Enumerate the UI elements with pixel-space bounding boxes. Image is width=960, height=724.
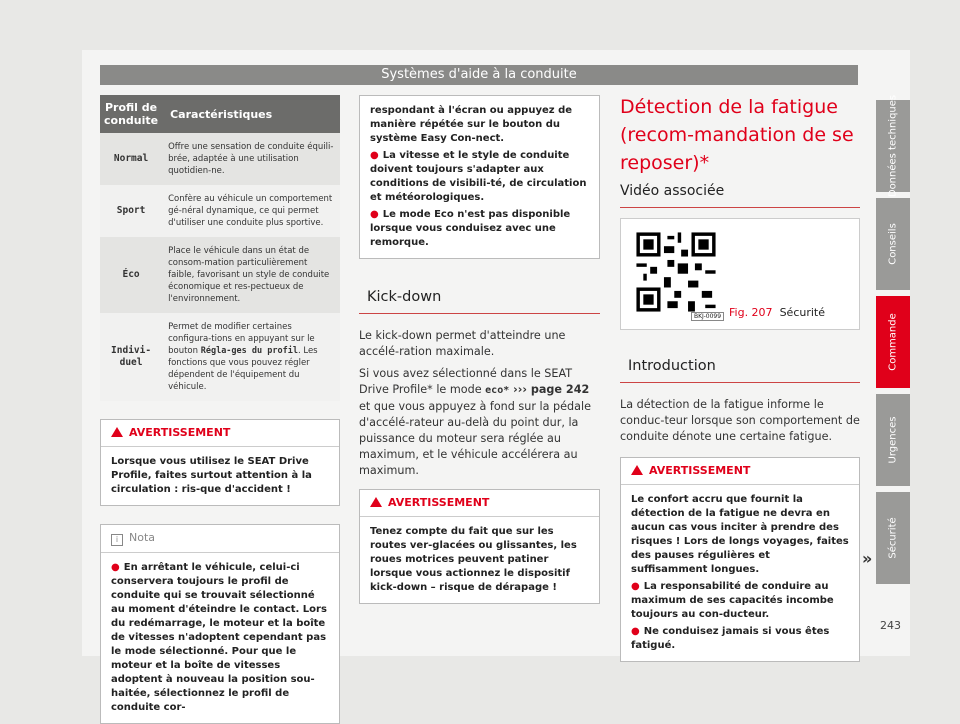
section-title-kickdown: Kick-down <box>359 289 600 314</box>
bullet-icon: ● <box>370 209 379 220</box>
warning-continued-text: respondant à l'écran ou appuyez de manière répétée sur le bouton du système Easy Con-nect. <box>370 105 573 144</box>
warning-box-continued <box>359 95 600 259</box>
note-header <box>101 525 339 553</box>
warning-label: AVERTISSEMENT <box>129 426 231 439</box>
figure-207 <box>620 218 860 330</box>
table-header-characteristics: Caractéristiques <box>162 95 340 133</box>
video-section-title: Vidéo associée <box>620 183 860 208</box>
table-row <box>100 133 340 185</box>
continue-arrow-icon: » <box>862 549 873 568</box>
warning-box-profile <box>100 419 340 506</box>
warning-icon <box>631 465 643 475</box>
section-title-introduction: Introduction <box>620 358 860 383</box>
tab-donnees-techniques[interactable]: Données techniques <box>876 100 910 192</box>
table-row <box>100 185 340 237</box>
warning-text: Le confort accru que fournit la détection de la fatigue ne devra en aucun cas vous inciter à prendre des risques ! Lors de longs voyages, faites des pauses régulières et suffisamment longues. <box>631 494 849 575</box>
warning-box-kickdown <box>359 489 600 604</box>
warning-text: Tenez compte du fait que sur les routes ver-glacées ou glissantes, les roues motrices peuvent patiner lorsque vous actionnez le dispositif kick-down – risque de dérapage ! <box>370 526 577 593</box>
profile-name: Sport <box>100 185 162 237</box>
warning-bullet: ● La responsabilité de conduire au maximum de ses capacités incombe toujours au con-ducteur. <box>631 581 834 620</box>
page-header: Systèmes d'aide à la conduite <box>100 65 858 85</box>
right-column <box>620 93 860 662</box>
table-row <box>100 313 340 401</box>
bullet-icon: ● <box>370 150 379 161</box>
warning-header: AVERTISSEMENT <box>621 458 859 485</box>
info-icon: i <box>111 534 123 546</box>
tab-urgences[interactable]: Urgences <box>876 394 910 486</box>
profile-desc-pre: Permet de modifier certaines configura-tions en appuyant sur le bouton <box>168 322 315 356</box>
table-header-profile: Profil de conduite <box>100 95 162 133</box>
profile-desc <box>162 313 340 401</box>
qr-code-label: BKJ-0099 <box>691 312 724 321</box>
driving-profile-table <box>100 95 340 401</box>
tab-commande[interactable]: Commande <box>876 296 910 388</box>
warning-icon <box>111 427 123 437</box>
warning-bullet: ● La vitesse et le style de conduite doivent toujours s'adapter aux conditions de visibili-té, de circulation et météorologiques. <box>370 150 587 203</box>
kickdown-paragraph-1: Le kick-down permet d'atteindre une accélé-ration maximale. <box>359 329 566 358</box>
profile-name: Normal <box>100 133 162 185</box>
middle-column <box>359 95 600 604</box>
profile-desc-post: . Les fonctions que vous pouvez régler dépendent de l'équipement du véhicule. <box>168 346 318 392</box>
bullet-icon: ● <box>111 562 120 573</box>
warning-header: AVERTISSEMENT <box>360 490 599 517</box>
warning-text: Lorsque vous utilisez le SEAT Drive Profile, faites surtout attention à la circulation : ris-que d'accident ! <box>111 456 312 495</box>
bullet-icon: ● <box>631 626 640 637</box>
profile-name: Indivi-duel <box>100 313 162 401</box>
warning-icon <box>370 497 382 507</box>
warning-bullet: ● Le mode Eco n'est pas disponible lorsque vous conduisez avec une remorque. <box>370 209 571 248</box>
profile-desc: Confère au véhicule un comportement gé-néral dynamique, ce qui permet d'utiliser une conduite plus sportive. <box>162 185 340 237</box>
warning-header <box>101 420 339 447</box>
bullet-icon: ● <box>631 581 640 592</box>
warning-box-fatigue <box>620 457 860 662</box>
note-text: ● En arrêtant le véhicule, celui-ci conservera toujours le profil de conduite qui se trouvait sélectionné au moment d'éteindre le contact. Lors du redémarrage, le moteur et la boîte de vitesses n'adoptent cependant pas le mode sélectionné. Pour que le moteur et la boîte de vitesses adoptent à nouveau la position sou-haitée, sélectionnez le profil de conduite cor- <box>111 562 327 713</box>
profile-desc: Offre une sensation de conduite équili-brée, adaptée à une utilisation quotidien-ne. <box>162 133 340 185</box>
left-column <box>100 95 340 724</box>
tab-securite[interactable]: Sécurité <box>876 492 910 584</box>
note-label: Nota <box>129 531 156 544</box>
table-row <box>100 237 340 313</box>
profile-name: Éco <box>100 237 162 313</box>
qr-code-icon[interactable] <box>633 229 719 315</box>
profile-desc: Place le véhicule dans un état de consom-mation particulièrement faible, favorisant un style de conduite économique et res-pectueux de l'environnement. <box>162 237 340 313</box>
profile-button-name: Régla-ges du profil <box>200 346 298 356</box>
warning-bullet: ● Ne conduisez jamais si vous êtes fatigué. <box>631 626 830 651</box>
eco-mode-label: eco* <box>485 385 510 396</box>
figure-caption: Fig. 207 Sécurité <box>729 306 825 319</box>
note-box <box>100 524 340 724</box>
fatigue-title: Détection de la fatigue (recom-mandation de se reposer)* <box>620 96 854 174</box>
page-number: 243 <box>880 619 901 632</box>
page-reference-link[interactable]: ››› page 242 <box>509 383 590 396</box>
tab-conseils[interactable]: Conseils <box>876 198 910 290</box>
kickdown-paragraph-2: Si vous avez sélectionné dans le SEAT Drive Profile* le mode eco* ››› page 242 et que vous appuyez à fond sur la pédale d'accélé-rateur au-delà du point dur, la puissance du moteur sera réglée au maximum, et le véhicule accélérera au maximum. <box>359 367 591 477</box>
introduction-text: La détection de la fatigue informe le conduc-teur lorsque son comportement de conduite dénote une certaine fatigue. <box>620 398 860 443</box>
